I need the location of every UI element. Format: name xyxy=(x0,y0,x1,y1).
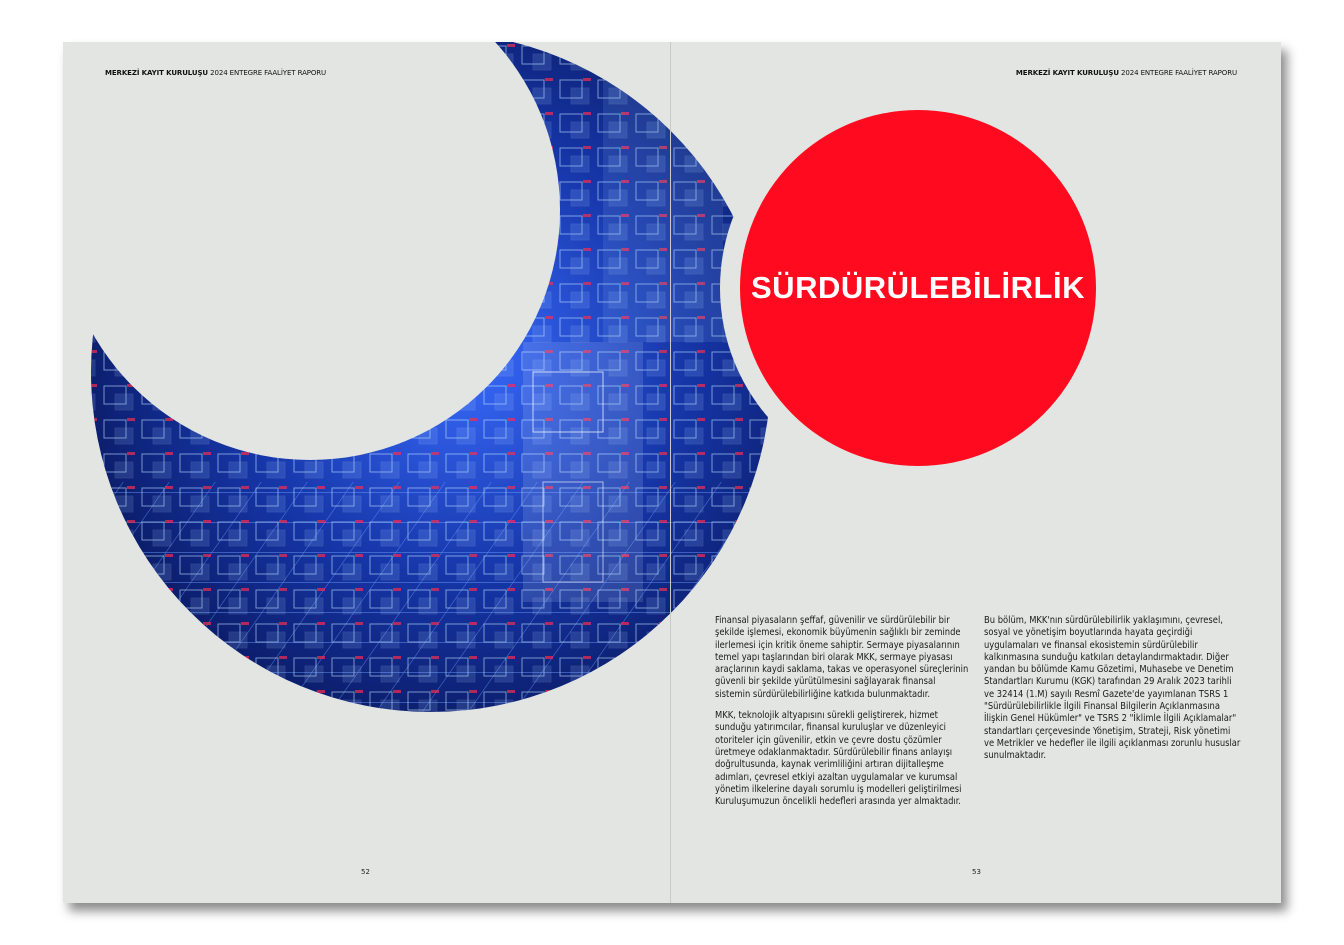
section-title: SÜRDÜRÜLEBİLİRLİK xyxy=(751,270,1085,305)
page-gutter xyxy=(670,42,671,903)
paragraph: MKK, teknolojik altyapısını sürekli geliştirerek, hizmet sunduğu yatırımcılar, finansal kuruluşlar ve düzenleyici otoriteler için güvenilir, etkin ve çevre dostu çözümler üretmeye odaklanmaktadır. Sürdürülebilir finans anlayışı doğrultusunda, kaynak verimliliğini artıran dijitalleşme adımları, çevresel etkiyi azaltan uygulamalar ve kurumsal yönetim ilkelerine dayalı sorumlu iş modelleri geliştirilmesi Kuruluşumuzun öncelikli hedefleri arasında yer almaktadır. xyxy=(715,710,962,808)
magazine-spread xyxy=(63,42,1281,903)
left-running-header xyxy=(105,69,326,77)
header-report: 2024 ENTEGRE FAALİYET RAPORU xyxy=(1121,69,1237,77)
technology-cubes-image xyxy=(63,42,1281,903)
page-number-left: 52 xyxy=(361,868,370,876)
header-brand: MERKEZİ KAYIT KURULUŞU xyxy=(105,69,208,77)
right-running-header xyxy=(1016,69,1237,77)
paragraph: Bu bölüm, MKK'nın sürdürülebilirlik yaklaşımını, çevresel, sosyal ve yönetişim boyutlarında hayata geçirdiği uygulamaları ve finansal ekosistemin sürdürülebilir kalkınmasına sunduğu katkıları detaylandırmaktadır. Diğer yandan bu bölümde Kamu Gözetimi, Muhasebe ve Denetim Standartları Kurumu (KGK) tarafından 29 Aralık 2023 tarihli ve 32414 (1.M) sayılı Resmî Gazete'de yayımlanan TSRS 1 "Sürdürülebilirlikle İlgili Finansal Bilgilerin Açıklanmasına İlişkin Genel Hükümler" ve TSRS 2 "İklimle İlgili Açıklamalar" standartları çerçevesinde Yönetişim, Strateji, Risk yönetimi ve Metrikler ve hedefler ile ilgili açıklanması zorunlu hususlar sunulmaktadır. xyxy=(984,615,1241,762)
header-report: 2024 ENTEGRE FAALİYET RAPORU xyxy=(210,69,327,77)
page-number-right: 53 xyxy=(972,868,981,876)
header-brand: MERKEZİ KAYIT KURULUŞU xyxy=(1015,69,1119,77)
paragraph: Finansal piyasaların şeffaf, güvenilir ve sürdürülebilir bir şekilde işlemesi, ekonomik büyümenin sağlıklı bir zeminde ilerlemesi için kritik öneme sahiptir. Sermaye piyasalarının temel yapı taşlarından biri olarak MKK, sermaye piyasası araçlarının kaydi saklama, takas ve operasyonel süreçlerinin güvenli bir şekilde yürütülmesini sağlayarak finansal sistemin sürdürülebilirliğine katkıda bulunmaktadır. xyxy=(715,615,969,700)
right-text-column xyxy=(984,615,1242,772)
left-text-column xyxy=(715,615,973,817)
